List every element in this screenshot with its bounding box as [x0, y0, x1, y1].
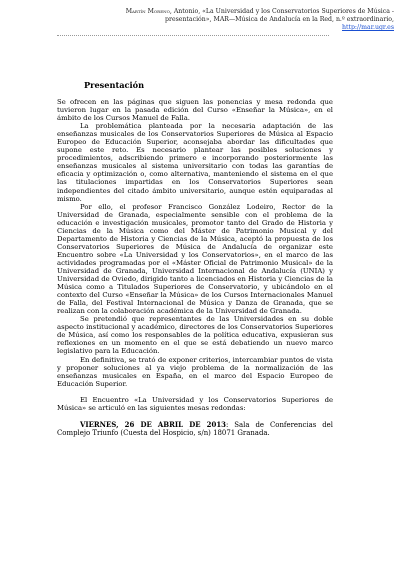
section-title: Presentación: [84, 80, 145, 90]
event-venue: : Sala de Conferencias del Complejo Triunfo (Cuesta del Hospicio, s/n) 18071 Granada.: [57, 420, 334, 437]
citation-text: , Antonio, «La Universidad y los Conservatorios Superiores de Música - presentación», MAR—Música de Andalucía en la Red, n.º extraordinario,: [165, 8, 394, 23]
paragraph-intro: Se ofrecen en las páginas que siguen las ponencias y mesa redonda que tuvieron lugar en la pasada edición del Curso «Enseñar la Música», en el ámbito de los Cursos Manuel de Falla.: [57, 98, 333, 123]
citation-header: [112, 8, 394, 32]
citation-link[interactable]: http://mar.ugr.es: [342, 24, 394, 31]
paragraph-conclusion: En definitiva, se trató de exponer criterios, intercambiar puntos de vista y proponer soluciones al ya viejo problema de la normalización de las enseñanzas musicales en España, en el marco del Espacio Europeo de Educación Superior.: [57, 355, 333, 388]
document-body: [57, 98, 333, 437]
event-date: VIERNES, 26 DE ABRIL DE 2013: [80, 419, 226, 429]
citation-author: Martín Moreno: [125, 8, 170, 15]
header-divider: [57, 35, 329, 36]
event-line: [57, 421, 333, 437]
paragraph-rector: Por ello, el profesor Francisco González Lodeiro, Rector de la Universidad de Granada, especialmente sensible con el problema de la educación e investigación musicales, promotor tanto del Grado de Historia y Ciencias de la Música como del Máster de Patrimonio Musical y del Departamento de Historia y Ciencias de la Música, aceptó la propuesta de los Conservatorios Superiores de Música de Andalucía de organizar este Encuentro sobre «La Universidad y los Conservatorios», en el marco de las actividades programadas por el «Máster Oficial de Patrimonio Musical» de la Universidad de Granada, Universidad Internacional de Andalucía (UNIA) y Universidad de Oviedo, dirigido tanto a licenciados en Historia y Ciencias de la Música como a Titulados Superiores de Conservatorio, y ubicándolo en el contexto del Curso «Enseñar la Música» de los Cursos Internacionales Manuel de Falla, del Festival Internacional de Música y Danza de Granada, que se realizan con la colaboración académica de la Universidad de Granada.: [57, 202, 333, 316]
paragraph-roundtables: El Encuentro «La Universidad y los Conservatorios Superiores de Música» se articuló en las siguientes mesas redondas:: [57, 395, 333, 412]
paragraph-problem: La problemática planteada por la necesaria adaptación de las enseñanzas musicales de los Conservatorios Superiores de Música al Espacio Europeo de Educación Superior, aconsejaba abordar las dificultades que supone este reto. Es necesario plantear las posibles soluciones y procedimientos, adscribiendo primero e incorporando posteriormente las enseñanzas musicales al sistema universitario con todas las garantías de eficacia y optimización o, como alternativa, manteniendo el sistema en el que las titulaciones impartidas en los Conservatorios Superiores sean independientes del citado ámbito universitario, aunque estén equiparadas al mismo.: [57, 122, 333, 203]
paragraph-purpose: Se pretendió que representantes de las Universidades en su doble aspecto institucional y académico, directores de los Conservatorios Superiores de Música, así como los responsables de la política educativa, expusieran sus reflexiones en un momento en el que se está debatiendo un nuevo marco legislativo para la Educación.: [57, 315, 333, 356]
